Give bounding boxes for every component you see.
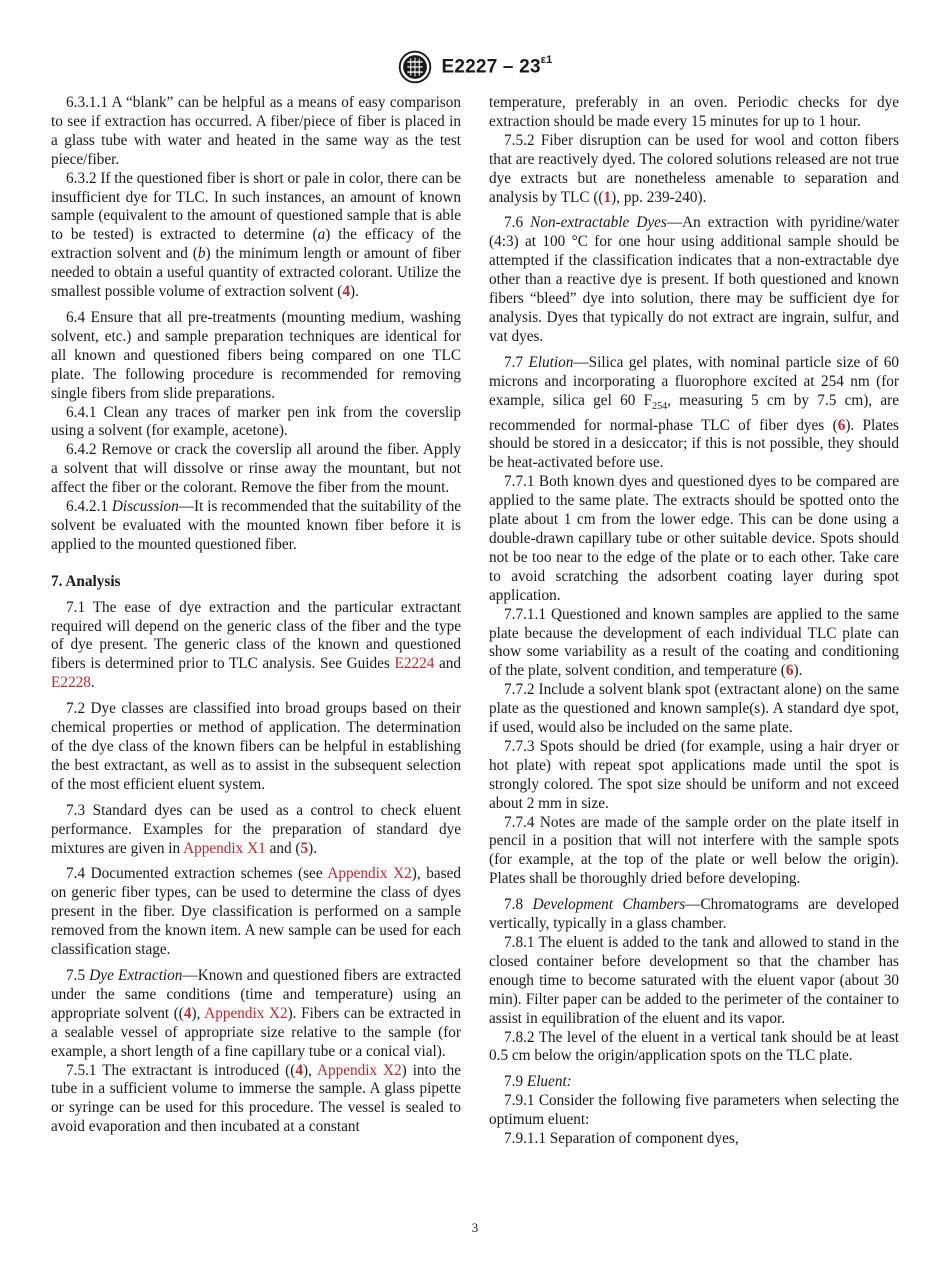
appendix-link[interactable]: Appendix X2 [327, 865, 412, 883]
reference-link[interactable]: 1 [603, 188, 612, 206]
para-7-7-1: 7.7.1 Both known dyes and questioned dyes to be compared are applied to the same plate. The extracts should be spotted onto the plate about 1 cm from the lower edge. This can be done using a double-drawn capillary tube or other suitable device. Spots should not be too near to the edge of the plate or to each other. Take care to avoid scratching the adsorbent coating layer during spot application. [489, 473, 899, 604]
reference-link[interactable]: 5 [300, 839, 309, 857]
appendix-link[interactable]: Appendix X1 [183, 839, 266, 857]
para-7-7-4: 7.7.4 Notes are made of the sample order on the plate itself in pencil in a position that will not interfere with the sample spots (for example, at the top of the plate or well below the origin). Plates shall be thoroughly dried before developing. [489, 813, 899, 888]
section-heading-analysis: 7. Analysis [51, 572, 121, 590]
para-7-6: 7.6 Non-extractable Dyes—An extraction with pyridine/water (4:3) at 100 °C for one hour using additional sample should be attempted if the classification indicates that a non-extractable dye other than a reactive dye is present. If both questioned and known fibers “bleed” dye into solution, there may be sufficient dye for analysis. Dyes that typically do not extract are ingrain, sulfur, and vat dyes. [489, 214, 899, 345]
para-7-7-1-1: 7.7.1.1 Questioned and known samples are applied to the same plate because the development of each individual TLC plate can show some variability as a result of the coating and conditioning of the plate, solvent condition, and temperature (6). [489, 605, 899, 680]
standard-link[interactable]: E2228 [51, 674, 91, 692]
astm-logo-icon [398, 50, 432, 84]
para-7-2: 7.2 Dye classes are classified into broad groups based on their chemical properties or method of application. The determination of the dye class of the known fibers can be helpful in establishing the best extractant, as well as to assist in the subsequent selection of the most efficient eluent system. [51, 700, 461, 793]
para-7-8-2: 7.8.2 The level of the eluent in a vertical tank should be at least 0.5 cm below the origin/application spots on the TLC plate. [489, 1028, 899, 1065]
para-7-3: 7.3 Standard dyes can be used as a control to check eluent performance. Examples for the preparation of standard dye mixtures are given in Appendix X1 and (5). [51, 801, 461, 857]
para-7-8: 7.8 Development Chambers—Chromatograms are developed vertically, typically in a glass chamber. [489, 896, 900, 933]
para-7-9-1-1: 7.9.1.1 Separation of component dyes, [504, 1130, 739, 1148]
para-7-8-1: 7.8.1 The eluent is added to the tank and allowed to stand in the closed container before development so that the chamber has enough time to become saturated with the eluent vapor (about 30 min). Filter paper can be added to the perimeter of the container to assist in equilibration of the eluent and its vapor. [489, 934, 899, 1027]
para-7-7-2: 7.7.2 Include a solvent blank spot (extractant alone) on the same plate as the questioned and known sample(s). A standard dye spot, if used, would also be included on the same plate. [489, 681, 899, 737]
left-column [51, 94, 461, 1137]
para-7-5-1-continued: temperature, preferably in an oven. Periodic checks for dye extraction should be made every 15 minutes for up to 1 hour. [489, 94, 899, 130]
para-6-4-1: 6.4.1 Clean any traces of marker pen ink from the coverslip using a solvent (for example, acetone). [51, 403, 461, 440]
para-7-5: 7.5 Dye Extraction—Known and questioned fibers are extracted under the same conditions (time and temperature) using an appropriate solvent ((4), Appendix X2). Fibers can be extracted in a sealable vessel of appropriate size relative to the sample (for example, a short length of a fine capillary tube or a conical vial). [51, 966, 461, 1060]
reference-link[interactable]: 4 [183, 1004, 192, 1022]
para-6-3-2: 6.3.2 If the questioned fiber is short or pale in color, there can be insufficient dye for TLC. In such instances, an amount of known sample (equivalent to the amount of questioned sample that is able to be tested) is extracted to determine (a) the efficacy of the extraction solvent and (b) the minimum length or amount of fiber needed to obtain a useful quantity of extracted colorant. Utilize the smallest possible volume of extraction solvent (4). [51, 169, 461, 301]
para-7-1: 7.1 The ease of dye extraction and the particular extractant required will depend on the generic class of the fiber and the type of dye present. The generic class of the known and questioned fibers is determined prior to TLC analysis. See Guides E2224 and E2228. [51, 598, 461, 692]
para-6-3-1-1: 6.3.1.1 A “blank” can be helpful as a means of easy comparison to see if extraction has occurred. A fiber/piece of fiber is placed in a glass tube with water and heated in the same way as the test piece/fiber. [51, 94, 461, 168]
page-header [0, 50, 950, 84]
para-7-5-2: 7.5.2 Fiber disruption can be used for wool and cotton fibers that are reactively dyed. The colored solutions released are not true dye extracts but are nonetheless amenable to separation and analysis by TLC ((1), pp. 239-240). [489, 131, 899, 206]
para-6-4-2: 6.4.2 Remove or crack the coverslip all around the fiber. Apply a solvent that will dissolve or rinse away the mountant, but not affect the fiber or the colorant. Remove the fiber from the mount. [51, 441, 461, 497]
right-column [489, 94, 899, 1149]
para-6-4: 6.4 Ensure that all pre-treatments (mounting medium, washing solvent, etc.) and sample preparation techniques are identical for all known and questioned fibers being compared on one TLC plate. The following procedure is recommended for removing single fibers from slide preparations. [51, 308, 461, 402]
para-7-4: 7.4 Documented extraction schemes (see Appendix X2), based on generic fiber types, can be used to determine the class of dyes present in the fiber. Dye classification is performed on a sample removed from the known item. A new sample can be used for each classification stage. [51, 865, 461, 959]
page-number: 3 [471, 1220, 479, 1235]
para-7-7-3: 7.7.3 Spots should be dried (for example, using a hair dryer or hot plate) with repeat spot applications made until the spot is strongly colored. The spot size should be uniform and not exceed about 2 mm in size. [489, 737, 899, 812]
para-7-9: 7.9 Eluent: [504, 1073, 572, 1091]
reference-link[interactable]: 4 [295, 1061, 303, 1079]
para-7-7: 7.7 Elution—Silica gel plates, with nominal particle size of 60 microns and incorporating a fluorophore excited at 254 nm (for example, silica gel 60 $F_{254}$, measuring 5 cm by 7.5 cm), are recommended for normal-phase TLC of fiber dyes (6). Plates should be stored in a desiccator; if this is not possible, they should be heat-activated before use. [489, 353, 900, 472]
reference-link[interactable]: 4 [342, 283, 351, 301]
appendix-link[interactable]: Appendix X2 [316, 1061, 402, 1079]
standard-designation: $E2227 - 23^{\varepsilon 1}$ [441, 53, 553, 78]
para-7-9-1: 7.9.1 Consider the following five parameters when selecting the optimum eluent: [489, 1092, 899, 1129]
reference-link[interactable]: 6 [837, 416, 846, 434]
para-7-5-1: 7.5.1 The extractant is introduced ((4), Appendix X2) into the tube in a sufficient volume to immerse the sample. A glass pipette or syringe can be used for this procedure. The vessel is sealed to avoid evaporation and then incubated at a constant [51, 1061, 461, 1136]
standard-link[interactable]: E2224 [394, 655, 435, 673]
appendix-link[interactable]: Appendix X2 [204, 1004, 288, 1022]
para-6-4-2-1: 6.4.2.1 Discussion—It is recommended that the suitability of the solvent be evaluated with the mounted known fiber before it is applied to the mounted questioned fiber. [51, 498, 462, 553]
reference-link[interactable]: 6 [785, 662, 794, 680]
